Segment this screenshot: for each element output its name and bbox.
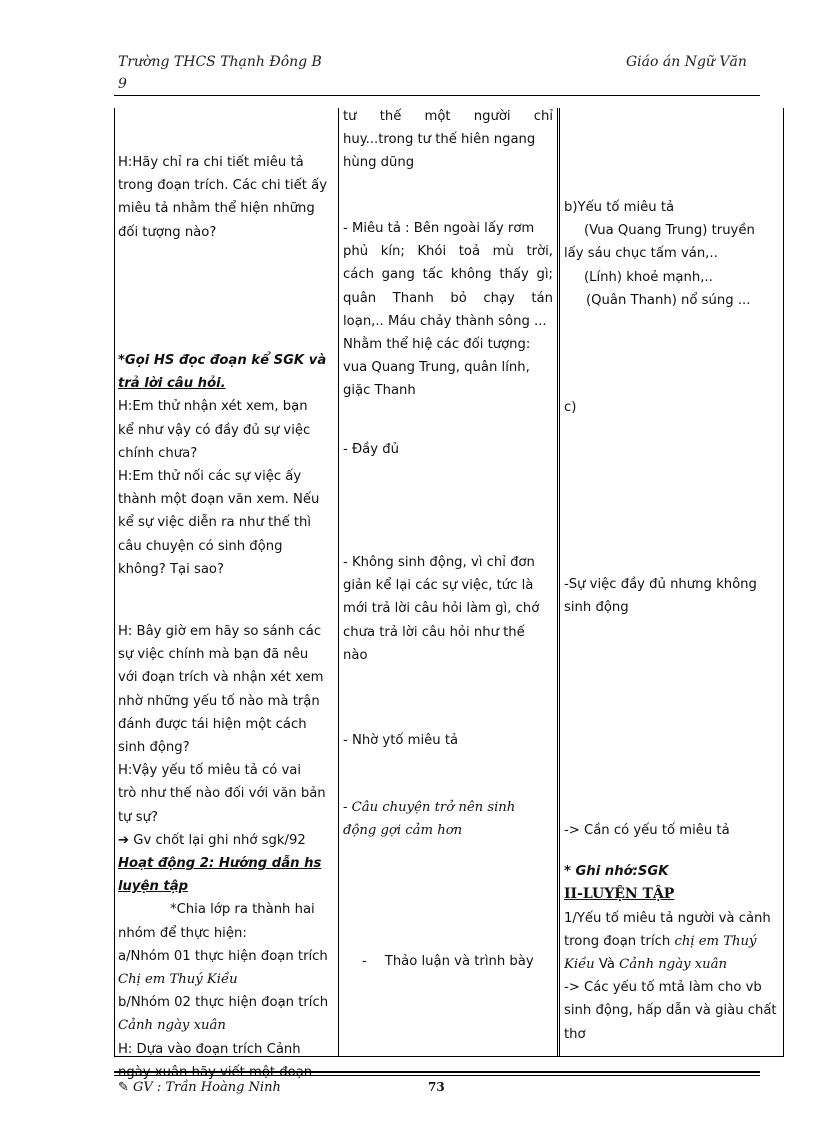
- student-activity-column-3: [343, 551, 553, 667]
- excerpt-title: Cảnh ngày xuân: [118, 1018, 226, 1034]
- question-line: đánh được tái hiện một cách: [118, 716, 307, 732]
- instruction-line: trả lời câu hỏi.: [118, 376, 226, 392]
- content-c: [564, 396, 576, 419]
- content-line: sinh động, hấp dẫn và giàu chất: [564, 1003, 777, 1019]
- spacer: [564, 842, 780, 860]
- question-line: sự việc chính mà bạn đã nêu: [118, 647, 309, 663]
- footer-rule-bottom: [114, 1075, 760, 1076]
- question-line: không? Tại sao?: [118, 561, 224, 577]
- question-line: kể như vậy có đầy đủ sự việc: [118, 422, 311, 438]
- content-line: 1/Yếu tố miêu tả người và cảnh: [564, 910, 771, 926]
- answer-line: - Miêu tả : Bên ngoài lấy rơm: [343, 221, 535, 236]
- answer-line: huy...trong tư thế hiên ngang: [343, 132, 536, 148]
- content-line: -> Cần có yếu tố miêu tả: [564, 823, 730, 838]
- content-line: -Sự việc đầy đủ nhưng không: [564, 577, 757, 592]
- question-line: H:Em thử nhận xét xem, bạn: [118, 399, 308, 415]
- arrow-right-icon: ➔: [118, 832, 134, 848]
- lesson-content-column-2: [564, 819, 780, 1046]
- page-number: 73: [428, 1080, 445, 1094]
- answer-line: - Đầy đủ: [343, 442, 399, 457]
- teacher-activity-column: [118, 151, 334, 244]
- teacher-signature: ✎ GV : Trần Hoàng Ninh: [118, 1080, 281, 1095]
- question-line: tự sự?: [118, 809, 158, 825]
- question-line: H: Dựa vào đoạn trích Cảnh: [118, 1041, 301, 1057]
- answer-line: Nhằm thể hiệ các đối tượng:: [343, 337, 531, 353]
- question-line: H: Bây giờ em hãy so sánh các: [118, 624, 322, 639]
- answer-line: vua Quang Trung, quân lính,: [343, 360, 530, 376]
- excerpt-title: Chị em Thuý Kiều: [118, 972, 238, 988]
- question-line: H:Hãy chỉ ra chi tiết miêu tả: [118, 155, 304, 170]
- question-line: thành một đoạn văn xem. Nếu: [118, 492, 320, 508]
- content-line: b)Yếu tố miêu tả: [564, 200, 675, 215]
- answer-line: quân Thanh bỏ chạy tán: [343, 290, 553, 306]
- content-line: c): [564, 400, 577, 415]
- group-line: b/Nhóm 02 thực hiện đoạn trích: [118, 995, 329, 1011]
- question-line: trong đoạn trích. Các chi tiết ấy: [118, 178, 328, 194]
- footer-rule-top: [114, 1071, 760, 1073]
- content-line: thơ: [564, 1026, 586, 1042]
- content-line: (Quân Thanh) nổ súng ...: [586, 292, 751, 308]
- group-line: a/Nhóm 01 thực hiện đoạn trích: [118, 948, 328, 964]
- school-name-continued: 9: [118, 76, 127, 92]
- table-divider-2b: [559, 108, 560, 1057]
- table-right-border: [783, 108, 784, 1057]
- answer-line: cách gang tấc không thấy gì;: [343, 267, 553, 283]
- table-left-border: [114, 108, 115, 1057]
- content-line: trong đoạn trích chị em Thuý: [564, 933, 757, 949]
- answer-line: - Không sinh động, vì chỉ đơn: [343, 555, 535, 570]
- question-line: sinh động?: [118, 740, 190, 756]
- content-line: lấy sáu chục tấm ván,..: [564, 246, 718, 262]
- table-divider-1: [338, 108, 339, 1057]
- answer-line: chưa trả lời câu hỏi như thế: [343, 624, 525, 640]
- instruction-line: nhóm để thực hiện:: [118, 925, 247, 941]
- question-line: đối tượng nào?: [118, 224, 217, 240]
- question-line: kể sự việc diễn ra như thế thì: [118, 515, 312, 531]
- practice-heading: II-LUYỆN TẬP: [564, 886, 675, 903]
- answer-line: nào: [343, 647, 368, 663]
- teacher-activity-column-3: [118, 620, 334, 1084]
- question-line: nhờ những yếu tố nào mà trận: [118, 693, 320, 709]
- answer-line: giản kể lại các sự việc, tức là: [343, 578, 534, 594]
- content-line: (Lính) khoẻ mạnh,..: [584, 269, 713, 285]
- instruction-line: *Chia lớp ra thành hai: [170, 902, 315, 918]
- question-line: chính chưa?: [118, 445, 198, 461]
- answer-factor: [343, 729, 458, 752]
- student-activity-column: [343, 105, 553, 175]
- content-line: -> Các yếu tố mtả làm cho vb: [564, 980, 762, 996]
- activity-heading: Hoạt động 2: Hướng dẫn hs: [118, 856, 322, 872]
- subject-title: Giáo án Ngữ Văn: [626, 54, 747, 70]
- answer-line: loạn,.. Máu chảy thành sông ...: [343, 313, 547, 329]
- answer-line: phủ kín; Khói toả mù trời,: [343, 244, 553, 260]
- question-line: trò như thế nào đối với văn bản: [118, 786, 326, 802]
- content-line: Kiều Và Cảnh ngày xuân: [564, 957, 728, 973]
- content-line: sinh động: [564, 600, 629, 616]
- discussion-answer: [362, 950, 534, 973]
- answer-line: - Nhờ ytố miêu tả: [343, 733, 459, 748]
- student-activity-column-2: [343, 217, 553, 403]
- answer-line: hùng dũng: [343, 155, 415, 171]
- header-rule: [114, 95, 760, 96]
- answer-line: tư thế một người chỉ: [343, 109, 553, 124]
- answer-line: giặc Thanh: [343, 383, 416, 399]
- answer-line: - Thảo luận và trình bày: [362, 954, 534, 969]
- content-line: (Vua Quang Trung) truyền: [584, 223, 755, 239]
- instruction-line: *Gọi HS đọc đoạn kể SGK và: [118, 353, 327, 368]
- answer-line: - Câu chuyện trở nên sinh: [343, 800, 516, 815]
- answer-line: mới trả lời câu hỏi làm gì, chớ: [343, 601, 540, 617]
- question-line: câu chuyện có sinh động: [118, 538, 283, 554]
- teacher-activity-column-2: [118, 349, 334, 581]
- school-name: Trường THCS Thạnh Đông B: [118, 54, 322, 70]
- activity-heading: luyện tập: [118, 879, 189, 895]
- question-line: với đoạn trích và nhận xét xem: [118, 670, 324, 686]
- answer-line: động gợi cảm hơn: [343, 823, 463, 839]
- question-line: miêu tả nhằm thể hiện những: [118, 201, 315, 217]
- conclusion-line: ➔ Gv chốt lại ghi nhớ sgk/92: [118, 832, 306, 848]
- lesson-content-column: [564, 196, 780, 312]
- answer-role: [343, 796, 553, 842]
- content-event: [564, 573, 780, 619]
- question-line: H:Vậy yếu tố miêu tả có vai: [118, 763, 302, 779]
- answer-full: [343, 438, 399, 461]
- question-line: H:Em thử nối các sự việc ấy: [118, 469, 302, 485]
- table-divider-2: [557, 108, 558, 1057]
- note-heading: * Ghi nhớ:SGK: [564, 864, 669, 880]
- pen-icon: ✎: [118, 1080, 134, 1095]
